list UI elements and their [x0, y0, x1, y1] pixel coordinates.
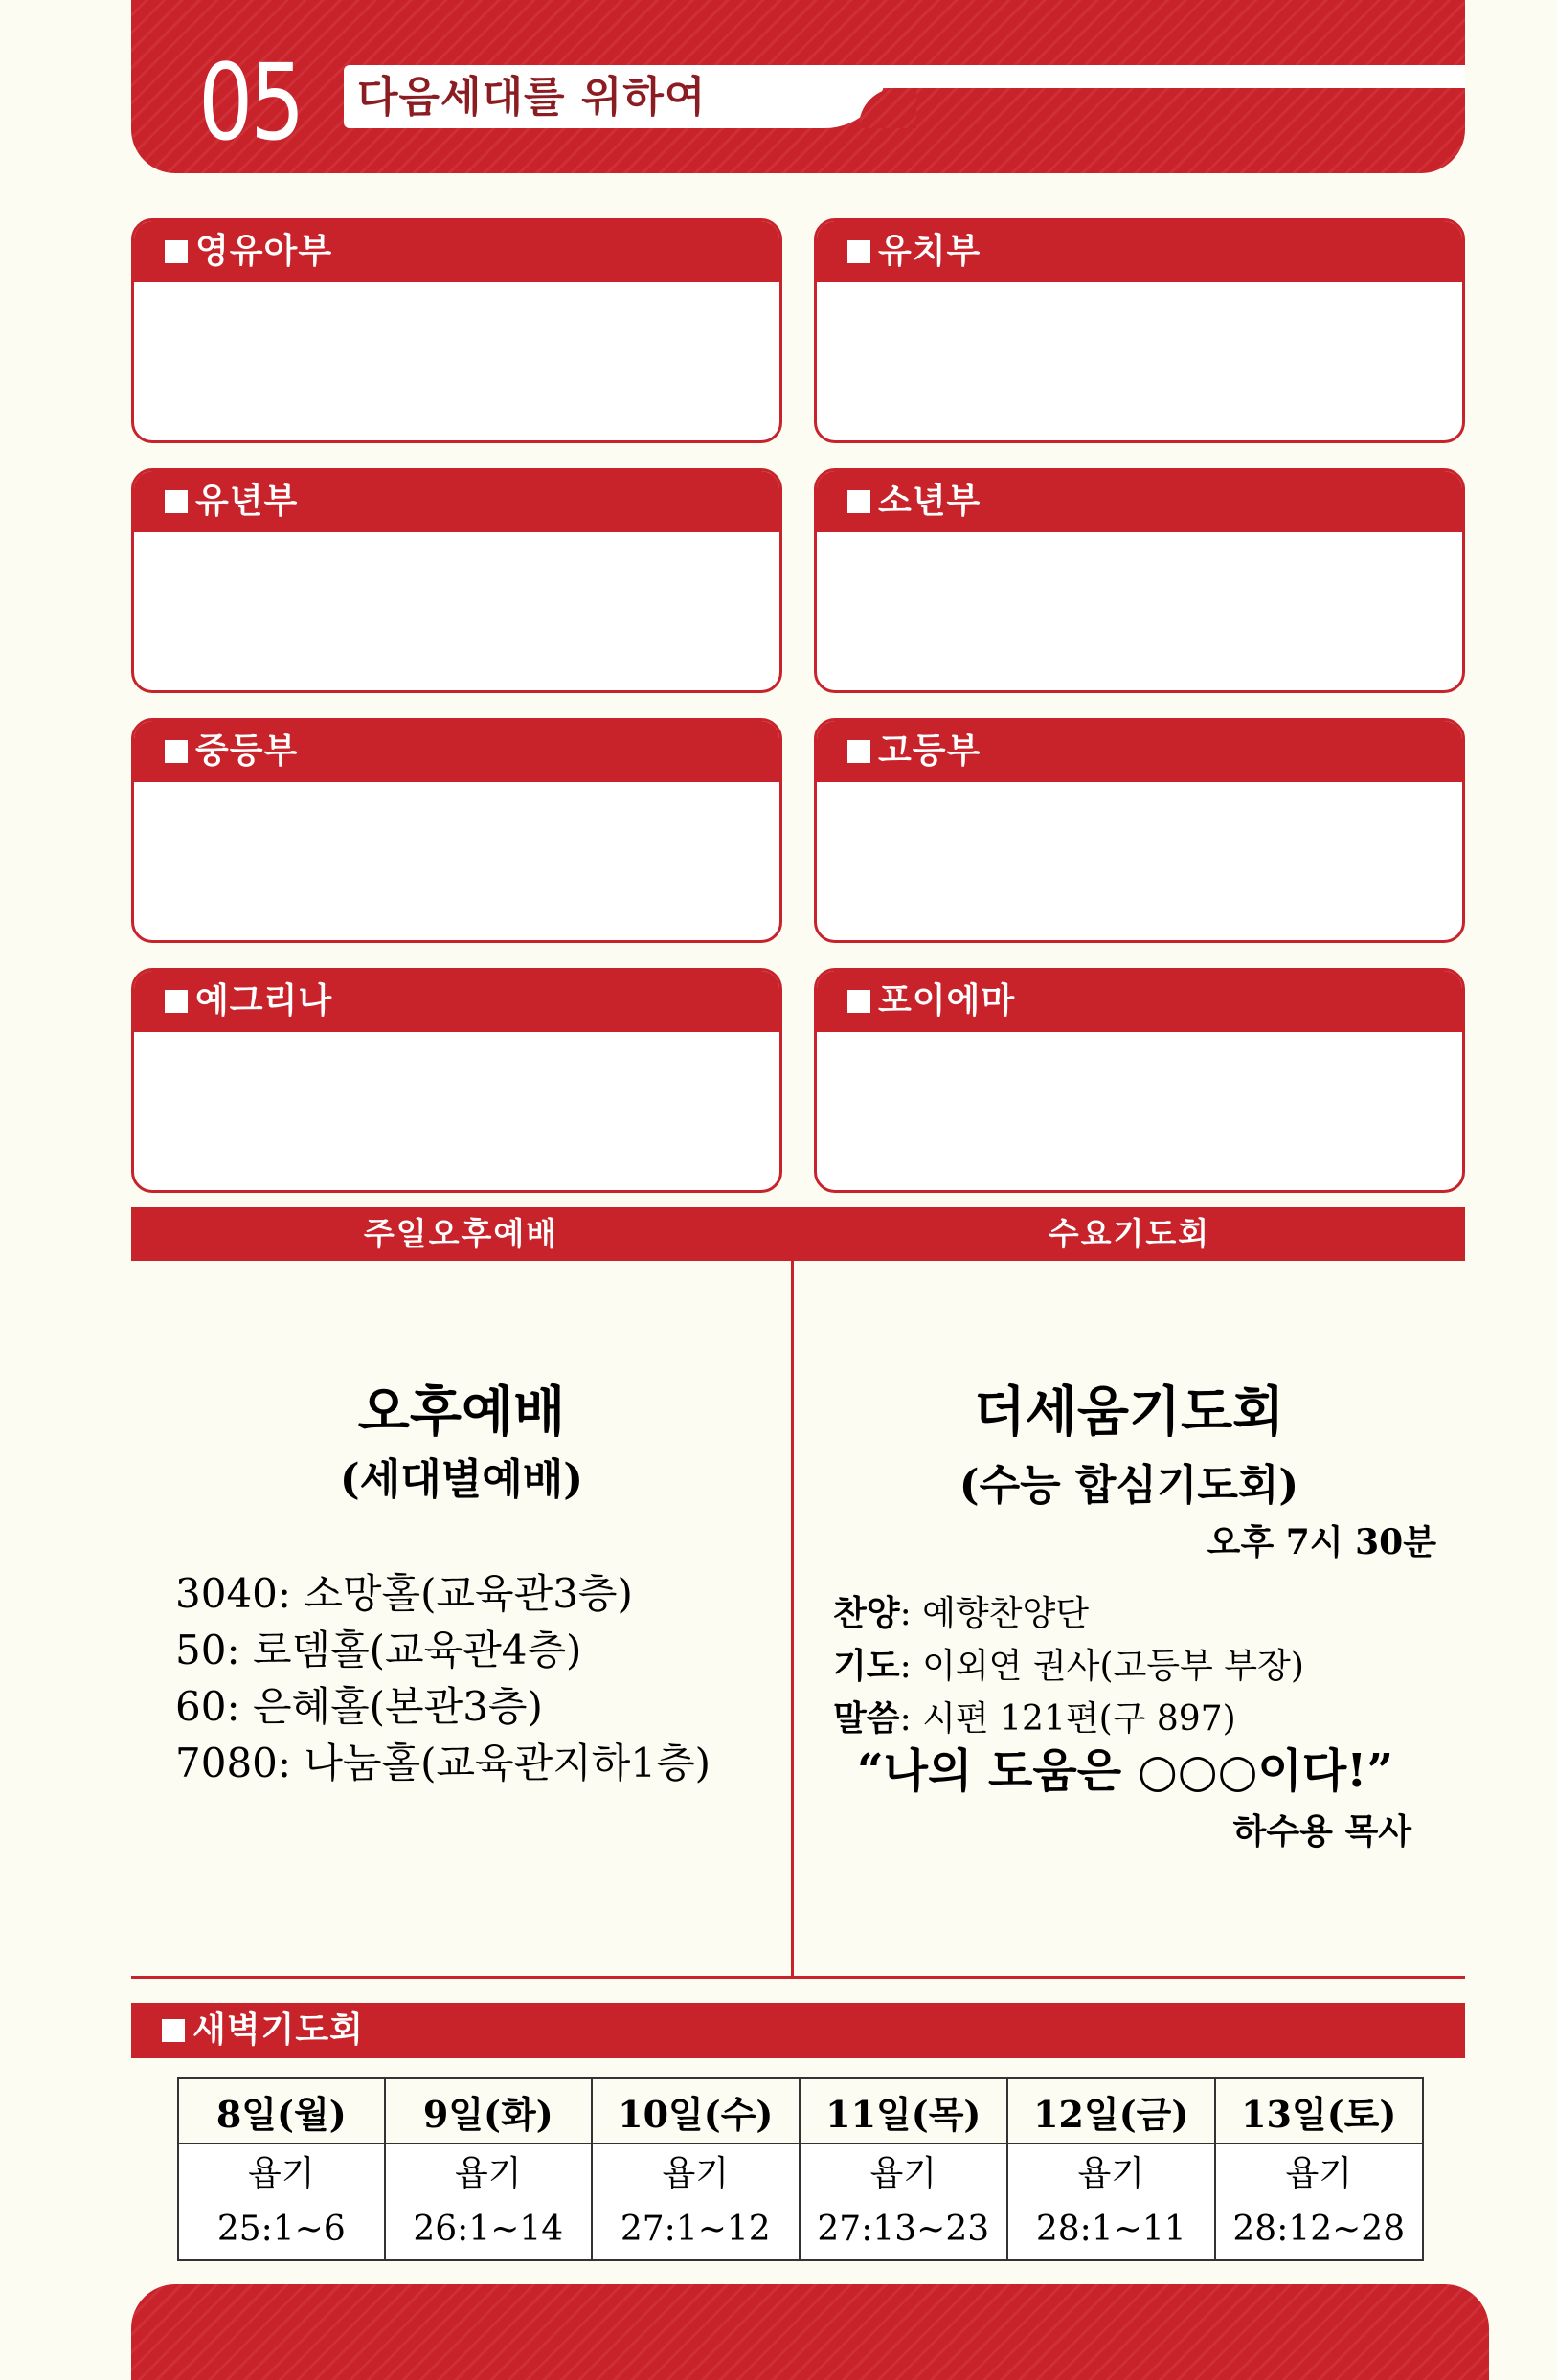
sunday-afternoon-bar: 주일오후예배	[131, 1207, 791, 1261]
prayer-line	[833, 1640, 1304, 1693]
section-divider	[131, 1976, 1465, 1979]
table-header-cell: 8일(월)	[178, 2078, 385, 2144]
square-bullet-icon	[165, 240, 188, 263]
page-header	[131, 0, 1465, 173]
passage-ref: 25:1~6	[216, 2210, 346, 2249]
dept-box-primary	[131, 468, 782, 693]
book-name: 욥기	[1285, 2154, 1353, 2193]
table-header-cell: 9일(화)	[385, 2078, 593, 2144]
square-bullet-icon	[165, 740, 188, 763]
book-name: 욥기	[662, 2154, 730, 2193]
dept-box-poiema	[814, 968, 1465, 1193]
table-cell	[178, 2144, 385, 2260]
praise-value: : 예향찬양단	[899, 1594, 1090, 1633]
table-cell	[385, 2144, 593, 2260]
sermon-title: “나의 도움은 ○○○이다!”	[857, 1744, 1393, 1798]
list-item: 3040: 소망홀(교육관3층)	[175, 1570, 633, 1617]
afternoon-service-subtitle: (세대별예배)	[339, 1455, 584, 1504]
table-cell	[1007, 2144, 1215, 2260]
wednesday-program	[833, 1587, 1304, 1745]
table-cell	[592, 2144, 800, 2260]
word-label: 말씀	[833, 1698, 900, 1739]
dept-title: 고등부	[878, 731, 982, 771]
page-footer	[131, 2284, 1489, 2380]
dept-title: 유년부	[195, 482, 299, 521]
wednesday-bar: 수요기도회	[794, 1207, 1465, 1261]
passage-ref: 28:12~28	[1232, 2210, 1406, 2249]
table-row	[178, 2144, 1423, 2260]
passage-ref: 27:13~23	[817, 2210, 990, 2249]
list-item: 50: 로뎀홀(교육관4층)	[175, 1627, 582, 1673]
passage-ref: 27:1~12	[620, 2210, 771, 2249]
book-name: 욥기	[247, 2154, 315, 2193]
table-header-cell: 11일(목)	[800, 2078, 1007, 2144]
wednesday-subtitle: (수능 합심기도회)	[959, 1461, 1299, 1510]
prayer-label: 기도	[833, 1646, 900, 1686]
prayer-value: : 이외연 권사(고등부 부장)	[899, 1647, 1304, 1686]
dept-box-high-school	[814, 718, 1465, 943]
square-bullet-icon	[165, 990, 188, 1013]
dept-box-junior	[814, 468, 1465, 693]
word-value: : 시편 121편(구 897)	[899, 1699, 1236, 1739]
dept-title: 중등부	[195, 731, 299, 771]
list-item: 60: 은혜홀(본관3층)	[175, 1683, 543, 1730]
header-title-box	[344, 65, 729, 128]
dawn-prayer-title: 새벽기도회	[192, 2010, 364, 2050]
praise-label: 찬양	[833, 1593, 900, 1633]
praise-line	[833, 1587, 1304, 1640]
table-header-cell: 12일(금)	[1007, 2078, 1215, 2144]
dept-box-kindergarten	[814, 218, 1465, 443]
dept-box-yegrina	[131, 968, 782, 1193]
table-header-cell: 10일(수)	[592, 2078, 800, 2144]
dept-title: 소년부	[878, 482, 982, 521]
passage-ref: 28:1~11	[1035, 2210, 1186, 2249]
table-cell	[1215, 2144, 1424, 2260]
book-name: 욥기	[455, 2154, 522, 2193]
section-number: 05	[198, 41, 303, 164]
dept-box-middle-school	[131, 718, 782, 943]
square-bullet-icon	[162, 2019, 185, 2042]
list-item: 7080: 나눔홀(교육관지하1층)	[175, 1740, 711, 1786]
table-header-cell: 13일(토)	[1215, 2078, 1424, 2144]
table-cell	[800, 2144, 1007, 2260]
dawn-prayer-bar	[131, 2003, 1465, 2058]
afternoon-location-list	[175, 1565, 711, 1791]
book-name: 욥기	[1077, 2154, 1145, 2193]
dept-title: 유치부	[878, 232, 982, 271]
wednesday-title: 더세움기도회	[973, 1381, 1285, 1444]
word-line	[833, 1693, 1304, 1745]
square-bullet-icon	[847, 990, 870, 1013]
dawn-prayer-table	[177, 2077, 1424, 2261]
column-divider	[791, 1207, 794, 1979]
dept-title: 예그리나	[195, 981, 333, 1021]
dept-title: 영유아부	[195, 232, 333, 271]
page-title: 다음세대를 위하여	[357, 73, 707, 122]
square-bullet-icon	[165, 490, 188, 513]
square-bullet-icon	[847, 490, 870, 513]
passage-ref: 26:1~14	[413, 2210, 564, 2249]
book-name: 욥기	[869, 2154, 937, 2193]
dept-title: 포이에마	[878, 981, 1016, 1021]
table-header-row	[178, 2078, 1423, 2144]
preacher-name: 하수용 목사	[1232, 1811, 1411, 1852]
afternoon-service-title: 오후예배	[357, 1381, 566, 1444]
square-bullet-icon	[847, 740, 870, 763]
square-bullet-icon	[847, 240, 870, 263]
dept-box-infant	[131, 218, 782, 443]
wednesday-time: 오후 7시 30분	[1207, 1522, 1436, 1562]
